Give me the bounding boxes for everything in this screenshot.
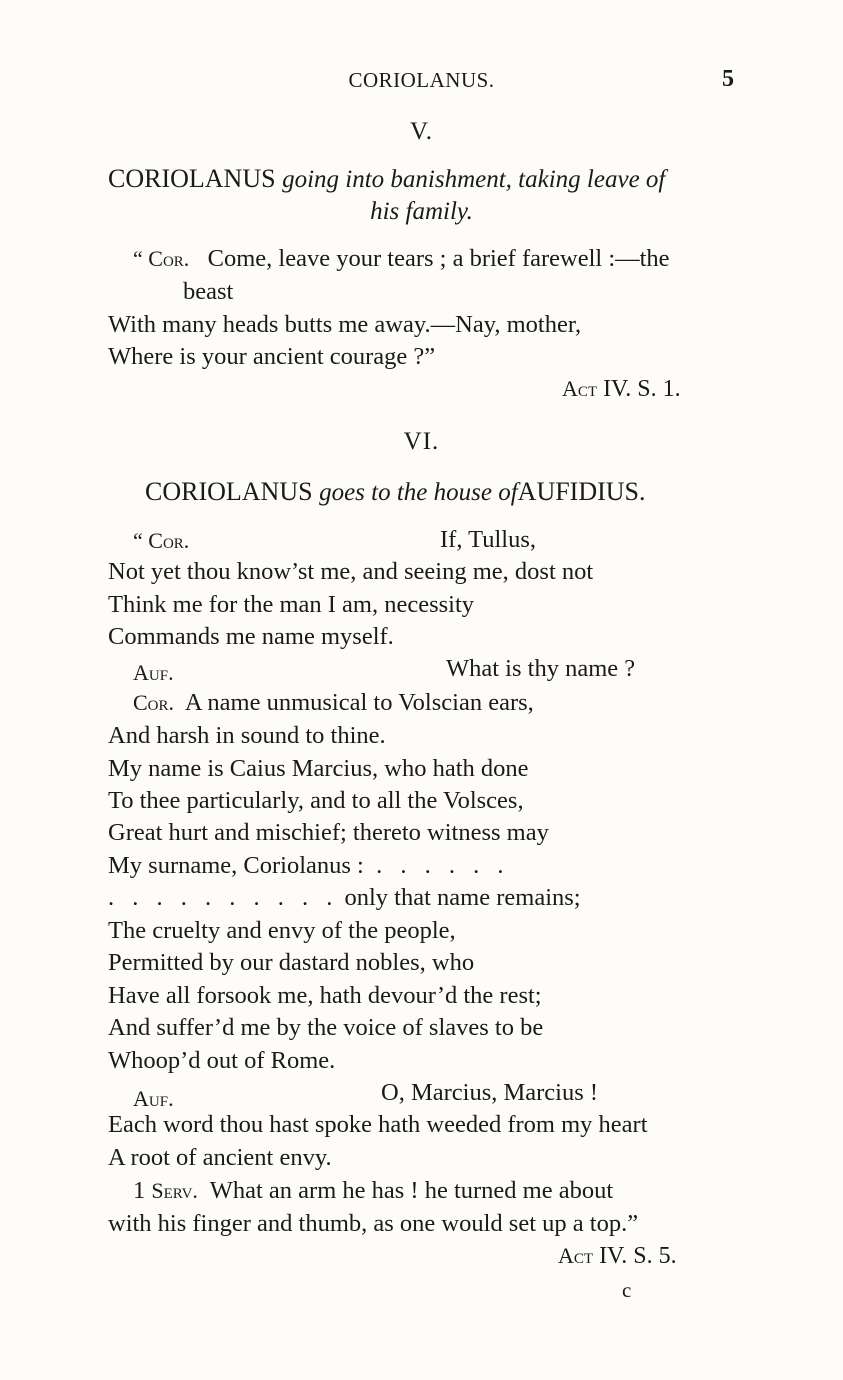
speaker-cor: “ Cor. <box>133 246 190 271</box>
speaker-serv: Serv. <box>151 1178 198 1203</box>
verse-line-dots-remains: . . . . . . . . . . only that name remains; <box>108 884 581 911</box>
section-v-speech-line3: With many heads butts me away.—Nay, mother, <box>108 311 582 338</box>
verse-line: And harsh in sound to thine. <box>108 722 386 749</box>
verse-line: Have all forsook me, hath devour’d the rest; <box>108 982 542 1009</box>
speech-auf-1 <box>133 659 174 687</box>
verse-line: Commands me name myself. <box>108 623 394 650</box>
verse-line: Great hurt and mischief; thereto witness may <box>108 819 549 846</box>
verse-line: To thee particularly, and to all the Volsces, <box>108 787 524 814</box>
ellipsis-dots: . . . . . . <box>376 852 510 879</box>
section-v-caption-italic: going into banishment, taking leave of <box>282 166 666 193</box>
verse-line-with-dots: My surname, Coriolanus : . . . . . . <box>108 852 510 879</box>
ellipsis-dots: . . . . . . . . . . <box>108 884 339 911</box>
verse-line: Whoop’d out of Rome. <box>108 1047 336 1074</box>
line-marcius: O, Marcius, Marcius ! <box>381 1079 599 1106</box>
speech-auf-2 <box>133 1085 174 1113</box>
speech-cor-2: Cor. A name unmusical to Volscian ears, <box>133 689 534 716</box>
section-v-caption-line2: his family. <box>370 198 473 225</box>
speaker-cor: Cor. <box>133 690 175 715</box>
section-v-speech-line4: Where is your ancient courage ?” <box>108 343 436 370</box>
verse-line: The cruelty and envy of the people, <box>108 917 456 944</box>
verse-line: My name is Caius Marcius, who hath done <box>108 755 529 782</box>
section-v-caption-name: CORIOLANUS <box>108 164 276 193</box>
line-if-tullus: If, Tullus, <box>440 526 537 553</box>
speaker-auf: Auf. <box>133 660 174 685</box>
section-v-speech-line2: beast <box>183 278 234 305</box>
section-vi-caption: CORIOLANUS goes to the house ofAUFIDIUS. <box>145 477 646 506</box>
speaker-auf: Auf. <box>133 1086 174 1111</box>
speech-serv: 1 Serv. What an arm he has ! he turned me about <box>133 1177 614 1204</box>
verse-line: Each word thou hast spoke hath weeded from my heart <box>108 1111 648 1138</box>
section-v-reference: Act IV. S. 1. <box>562 376 681 402</box>
section-v-numeral: V. <box>409 118 434 145</box>
verse-line: Think me for the man I am, necessity <box>108 591 475 618</box>
verse-line: Permitted by our dastard nobles, who <box>108 949 475 976</box>
line-what-name: What is thy name ? <box>446 655 636 682</box>
signature-mark: c <box>622 1278 632 1302</box>
section-v-speech-line1: “ Cor. Come, leave your tears ; a brief farewell :—the <box>133 245 670 272</box>
verse-line: And suffer’d me by the voice of slaves to be <box>108 1014 544 1041</box>
verse-line: with his finger and thumb, as one would set up a top.” <box>108 1210 639 1237</box>
speech-cor-1 <box>133 527 189 555</box>
running-header-title: CORIOLANUS. <box>348 68 495 92</box>
verse-line: Not yet thou know’st me, and seeing me, dost not <box>108 558 594 585</box>
section-vi-numeral: VI. <box>403 428 440 455</box>
section-v-caption-line1 <box>108 164 665 194</box>
page-number: 5 <box>722 66 734 92</box>
verse-line: A root of ancient envy. <box>108 1144 332 1171</box>
section-vi-reference: Act IV. S. 5. <box>558 1243 677 1269</box>
speaker-cor: “ Cor. <box>133 528 190 553</box>
